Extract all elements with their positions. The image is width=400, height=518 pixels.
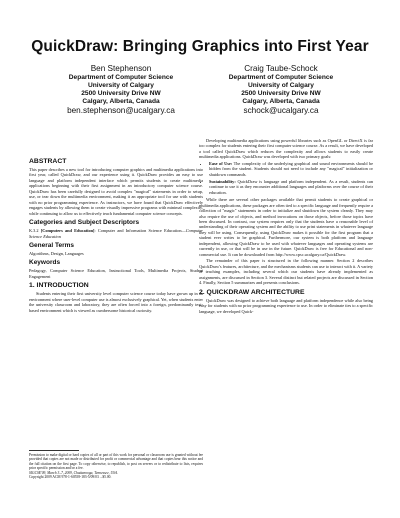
goal-label: Ease of Use:	[209, 161, 233, 166]
body-paragraph: QuickDraw was designed to achieve both language and platform independence while also being easy for students with no prior programming experience to use. In order to eliminate ties to a specific language, we developed Quick-	[199, 297, 373, 314]
venue-text: SIGCSE'09, March 3–7, 2009, Chattanooga, Tennessee, USA.	[29, 470, 118, 475]
author-city: Calgary, Alberta, Canada	[82, 98, 160, 106]
categories-rest: : Computer and Information Science Education—	[94, 228, 186, 234]
general-terms-heading: General Terms	[29, 241, 75, 249]
author-email[interactable]: schock@ucalgary.ca	[243, 106, 319, 116]
author-addr: 2500 University Drive NW	[81, 90, 161, 98]
permission-footnote	[29, 450, 203, 479]
permission-text: Permission to make digital or hard copies of all or part of this work for personal or classroom use is granted without fee provided that copies are not made or distributed for profit or commercial advantage and that copies bear this notice and the full citation on the first page. To copy otherwise, to republish, to post on servers or to redistribute to lists, requires prior specific permission and/or a fee.	[29, 453, 203, 471]
author-name: Ben Stephenson	[90, 64, 152, 73]
copyright-text: Copyright 2009 ACM 978-1-60558-183-5/09/03 ...$5.00.	[29, 475, 112, 480]
goal-text: QuickDraw is language and platform independent. As a result, students can continue to use it as they encounter additional languages and platforms over the course of their education.	[209, 178, 373, 195]
categories-heading: Categories and Subject Descriptors	[29, 219, 140, 227]
author-city: Calgary, Alberta, Canada	[242, 98, 320, 106]
general-terms-text: Algorithms, Design, Languages	[29, 250, 84, 256]
author-block-2	[196, 64, 366, 116]
author-block-1	[36, 64, 206, 116]
left-column	[29, 155, 203, 314]
categories-italic: Computer Science Education	[29, 228, 203, 239]
body-paragraph: The remainder of this paper is structured in the following manner. Section 2 describes QuickDraw's features, architecture, and the mechanisms students can use to interact with it. A variety of teaching examples, including several which our students have already implemented as assignments, are discussed in Section 3. Several distinct but related projects are discussed in Section 4. Finally, Section 5 summarizes and presents conclusions.	[199, 258, 373, 286]
goal-text: The complexity of the underlying graphical and sound environments should be hidden from the student. Students should not need to include any "magical" initialization or shutdown commands.	[209, 161, 374, 177]
introduction-text: Students entering their first university level computer science course today have grown up in an environment where user-level computer use is almost exclusively graphical. Yet, when students enter the university classroom and laboratory, they are often forced into a foreign, predominantly text-based environment which is viewed as cumbersome historical curiosity.	[29, 291, 203, 313]
goal-item	[209, 161, 373, 177]
keywords-text: Pedagogy, Computer Science Education, Instructional Tools, Multimedia Projects, Student Engagement	[29, 268, 203, 279]
goal-item	[209, 179, 373, 195]
body-paragraph: Developing multimedia applications using powerful libraries such as OpenGL or DirectX is far too complex for students entering their first computer science course. As a result, we have developed a tool called QuickDraw which reduces the complexity and allows students to easily create multimedia applications. QuickDraw was developed with two primary goals:	[199, 138, 373, 160]
categories-text	[29, 228, 203, 239]
author-univ: University of Calgary	[88, 82, 154, 90]
introduction-heading: 1. INTRODUCTION	[29, 282, 89, 290]
right-column	[199, 138, 373, 315]
author-name: Craig Taube-Schock	[244, 64, 318, 73]
categories-code: K.3.2	[29, 228, 41, 234]
section-2-heading: 2. QUICKDRAW ARCHITECTURE	[199, 288, 305, 296]
body-paragraph: While there are several other packages available that permit students to create graphical or multimedia applications, these packages are often tied to a specific language and frequently require a collection of "magic" statements in order to initialize and shutdown the system cleanly. They may also require the use of objects, and method invocations on those objects, before those topics have been discussed. In contrast, our system requires only that the students have a reasonable level of understanding of their operating system and the ability to use print statements in whatever language they will be using. Consequently, using QuickDraw makes it possible for the first program that a student ever writes to be graphical. Furthermore, our system is both platform and language independent, allowing QuickDraw to be used with whatever languages and operating systems are currently in use, or that will be in use in the future. QuickDraw is free for Educational and non-commercial use. It can be downloaded from http://www.cpsc.ucalgary.ca/QuickDraw.	[199, 197, 373, 257]
author-email[interactable]: ben.stephenson@ucalgary.ca	[67, 106, 175, 116]
footnote-rule	[29, 450, 79, 451]
categories-label: [Computers and Education]	[40, 228, 95, 234]
author-univ: University of Calgary	[248, 82, 314, 90]
goal-label: Sustainability:	[209, 178, 236, 184]
paper-title: QuickDraw: Bringing Graphics into First Year	[31, 38, 369, 55]
abstract-text: This paper describes a new tool for introducing computer graphics and multimedia applications into first year, called QuickDraw, and our experience using it. QuickDraw provides an easy to use language and platform independent interface which permits students to create multimedia applications beginning with their first assignment in an introductory computer science course. QuickDraw has been carefully designed to avoid complex "magical" statements in order to setup, use, or tear down the multimedia environment, making it an appropriate tool for use with students with no prior programming experience. As instructors, we have found that QuickDraw effectively engages students by allowing them to create visually impressive programs with minimal complexity, while continuing to allow us to effectively teach fundamental computer science concepts.	[29, 167, 203, 216]
abstract-heading: ABSTRACT	[29, 158, 67, 165]
goals-list	[199, 161, 373, 195]
keywords-heading: Keywords	[29, 259, 61, 267]
author-addr: 2500 University Drive NW	[241, 90, 321, 98]
author-dept: Department of Computer Science	[68, 74, 174, 81]
author-dept: Department of Computer Science	[228, 74, 334, 81]
